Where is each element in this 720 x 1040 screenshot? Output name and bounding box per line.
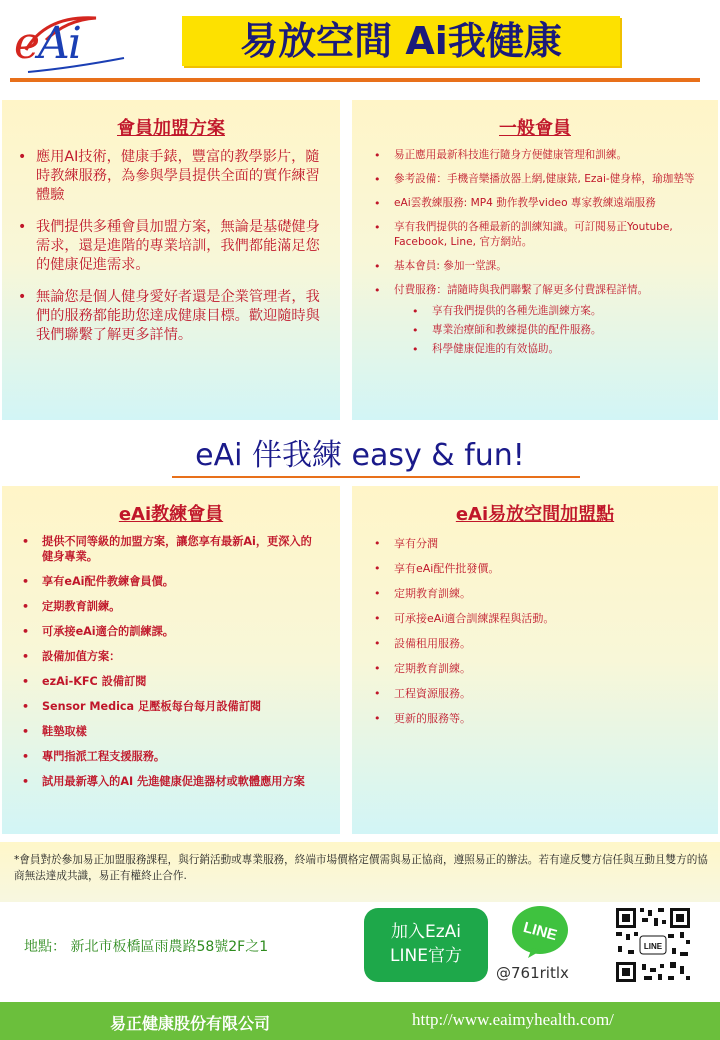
list-item: • eAi雲教練服務: MP4 動作教學video 專家教練遠端服務 xyxy=(374,196,704,211)
franchise-title: eAi易放空間加盟點 xyxy=(455,504,615,525)
list-item: • 定期教育訓練。 xyxy=(22,599,322,614)
sub-list-item: • 享有我們提供的各種先進訓練方案。 xyxy=(394,304,720,319)
list-item: • 設備租用服務。 xyxy=(374,636,704,651)
join-line-label-2: LINE官方 xyxy=(390,946,462,966)
eai-logo xyxy=(14,10,124,80)
list-item: • 享有分潤 xyxy=(374,536,704,551)
header xyxy=(0,0,720,90)
list-item: • 享有eAi配件批發價。 xyxy=(374,561,704,576)
website-link[interactable]: http://www.eaimyhealth.com/ xyxy=(412,1010,614,1029)
membership-plan-panel xyxy=(2,100,340,420)
logo-wordmark: eAi xyxy=(14,18,80,69)
general-member-title: 一般會員 xyxy=(499,118,571,139)
paid-service-sublist xyxy=(394,304,720,357)
list-item: • 可承接eAi適合訓練課程與活動。 xyxy=(374,611,704,626)
list-item: • 提供不同等級的加盟方案，讓您享有最新Ai，更深入的健身專業。 xyxy=(22,534,322,564)
list-item xyxy=(374,283,704,357)
coach-member-title: eAi教練會員 xyxy=(118,504,224,525)
footer xyxy=(0,1002,720,1040)
list-item: • 專門指派工程支援服務。 xyxy=(22,749,322,764)
paid-service-label: 付費服務：請隨時與我們聯繫了解更多付費課程詳情。 xyxy=(394,284,649,296)
sub-list-item: • 專業治療師和教練提供的配件服務。 xyxy=(394,323,720,338)
list-item: • 享有eAi配件教練會員價。 xyxy=(22,574,322,589)
list-item: • 設備加值方案： xyxy=(22,649,322,664)
list-item: • 易正應用最新科技進行隨身方便健康管理和訓練。 xyxy=(374,148,704,163)
list-item: • 無論您是個人健身愛好者還是企業管理者，我們的服務都能助您達成健康目標。歡迎隨時與我們聯繫了解更多詳情。 xyxy=(18,288,330,345)
list-item: • 參考設備：手機音樂播放器上網,健康錶, Ezai-健身棒，瑜珈墊等 xyxy=(374,172,704,187)
list-item: • 定期教育訓練。 xyxy=(374,661,704,676)
line-logo-text: LINE xyxy=(521,918,559,945)
list-item: • 應用AI技術，健康手錶，豐富的教學影片，隨時教練服務，為參與學員提供全面的實作練習體驗 xyxy=(18,148,330,205)
line-id: @761ritlx xyxy=(496,964,569,982)
company-name: 易正健康股份有限公司 xyxy=(110,1014,271,1033)
slogan: eAi 伴我練 easy & fun! xyxy=(195,438,525,473)
membership-plan-list xyxy=(18,148,330,358)
terms-note: *會員對於參加易正加盟服務課程，與行銷活動或專業服務，終端市場價格定價需與易正協商，遵照易正的辦法。若有違反雙方信任與互動且雙方的協商無法達成共識，易正有權終止合作. xyxy=(14,854,708,882)
list-item: • 工程資源服務。 xyxy=(374,686,704,701)
title-banner xyxy=(182,16,620,66)
header-divider xyxy=(10,78,700,82)
list-item: • 定期教育訓練。 xyxy=(374,586,704,601)
page-title: 易放空間 Ai我健康 xyxy=(240,19,562,63)
list-item: • 基本會員: 參加一堂課。 xyxy=(374,259,704,274)
join-line-label-1: 加入EzAi xyxy=(390,922,462,942)
list-item: • 享有我們提供的各種最新的訓練知識。可訂閱易正Youtube, Facebook, Line, 官方網站。 xyxy=(374,220,704,250)
slogan-underline xyxy=(172,476,580,478)
list-item: • 試用最新導入的AI 先進健康促進器材或軟體應用方案 xyxy=(22,774,322,789)
list-item: • 更新的服務等。 xyxy=(374,711,704,726)
join-line-button[interactable] xyxy=(364,908,488,982)
qr-center-label: LINE xyxy=(643,942,663,951)
list-item: • ezAi-KFC 設備訂閱 xyxy=(22,674,322,689)
sub-list-item: • 科學健康促進的有效協助。 xyxy=(394,342,720,357)
qr-code-icon[interactable] xyxy=(614,906,692,984)
list-item: • 可承接eAi適合的訓練課。 xyxy=(22,624,322,639)
line-logo-icon[interactable] xyxy=(510,904,570,960)
list-item: • 鞋墊取樣 xyxy=(22,724,322,739)
general-member-panel xyxy=(352,100,718,420)
list-item: • Sensor Medica 足壓板每台每月設備訂閱 xyxy=(22,699,322,714)
franchise-panel xyxy=(352,486,718,834)
franchise-list xyxy=(374,536,704,736)
list-item: • 我們提供多種會員加盟方案，無論是基礎健身需求，還是進階的專業培訓，我們都能滿足您的健康促進需求。 xyxy=(18,218,330,275)
coach-member-list xyxy=(22,534,322,799)
general-member-list xyxy=(374,148,704,366)
membership-plan-title: 會員加盟方案 xyxy=(117,118,225,139)
coach-member-panel xyxy=(2,486,340,834)
terms-note-box xyxy=(0,842,720,902)
address: 地點： 新北市板橋區雨農路58號2F之1 xyxy=(24,939,269,955)
